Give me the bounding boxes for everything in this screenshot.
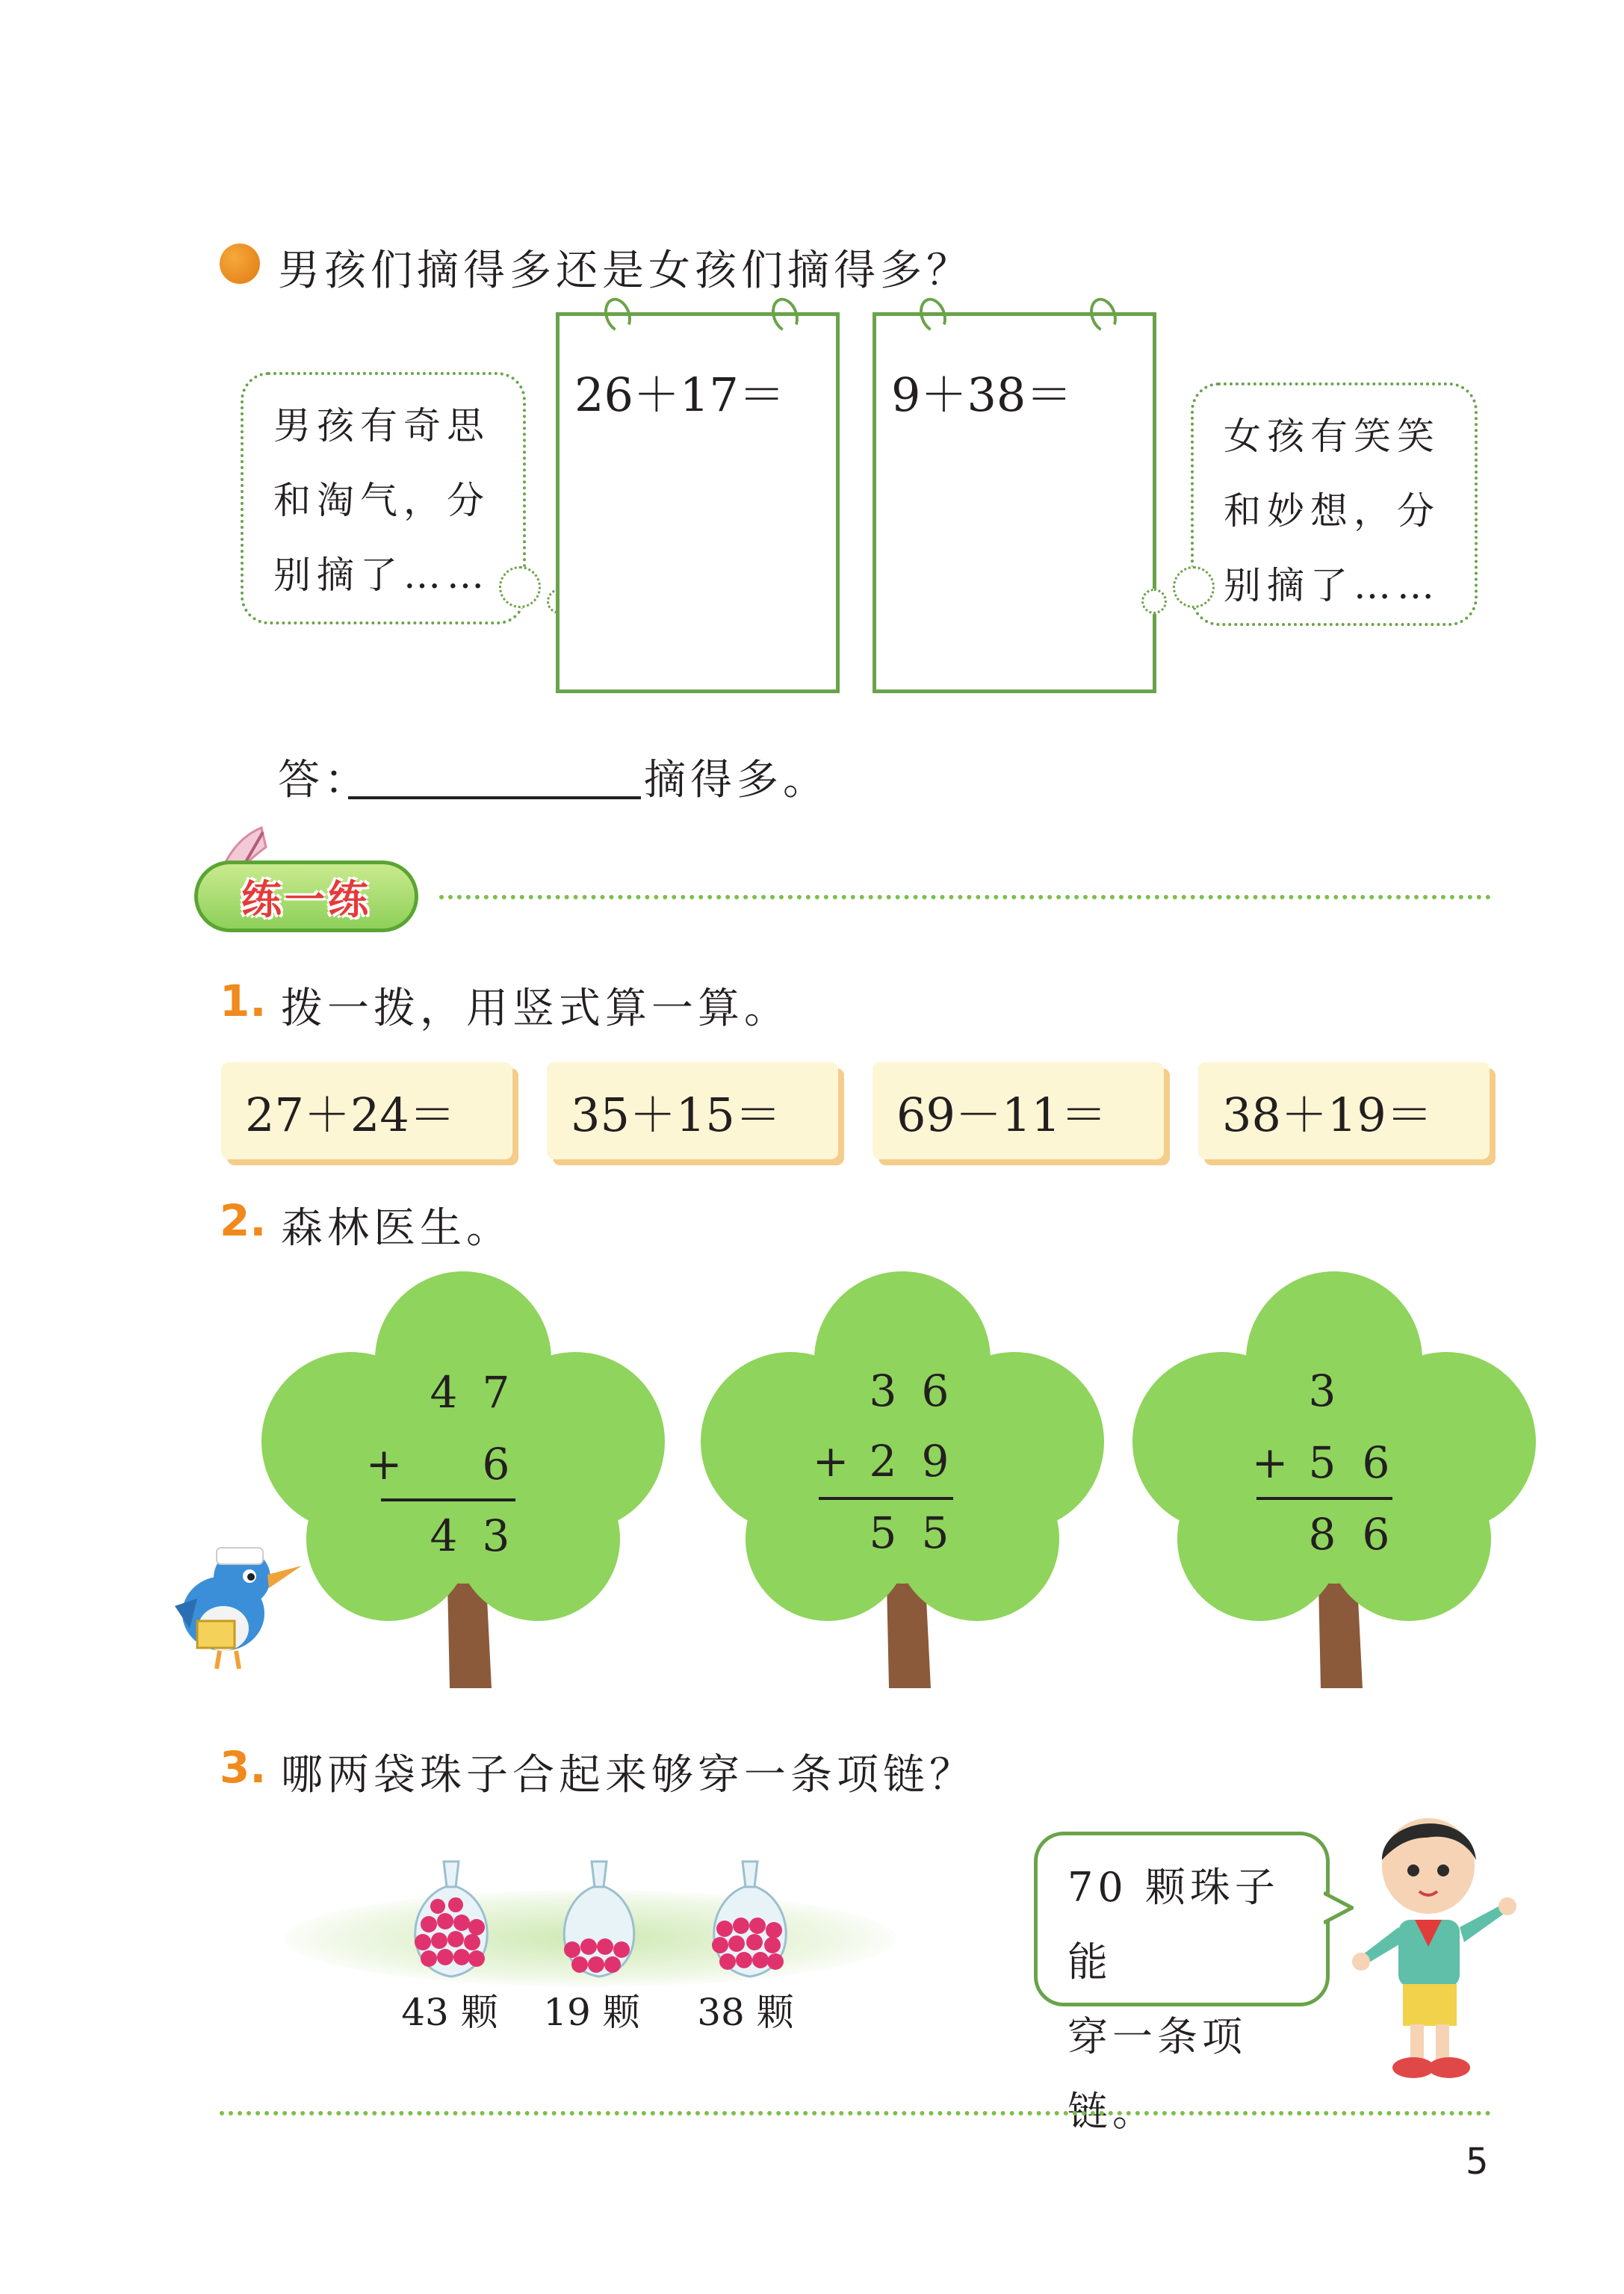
dotted-divider <box>439 895 1491 899</box>
tree-3 <box>1125 1270 1543 1718</box>
boys-speech-bubble <box>241 372 526 624</box>
tree-3-second-ones: 6 <box>1362 1437 1390 1488</box>
boys-bubble-line-1: 男孩有奇思 <box>273 404 490 447</box>
girls-bubble-line-1: 女孩有笑笑 <box>1224 415 1440 458</box>
bubble-tail-circle <box>1173 566 1215 608</box>
tree-1-result-ones: 3 <box>482 1510 510 1561</box>
card-girls-expression: 9＋38＝ <box>891 368 1073 422</box>
tree-2-second-tens: 2 <box>869 1436 897 1487</box>
tree-3-sum-line <box>1256 1497 1392 1500</box>
bead-bag-label-2: 19 颗 <box>543 1991 640 2034</box>
calc-card-girls <box>873 312 1156 693</box>
boy-character-icon <box>1345 1808 1524 2084</box>
problem-box-1: 27＋24＝ <box>221 1062 512 1159</box>
speech-line-2: 穿一条项链。 <box>1067 2013 1247 2135</box>
boys-bubble-line-3: 别摘了…… <box>273 554 490 597</box>
calc-card-boys <box>556 312 840 693</box>
woodpecker-doctor-icon <box>152 1531 309 1673</box>
bead-bag-38-icon <box>698 1857 802 1984</box>
question-3-text: 哪两袋珠子合起来够穿一条项链？ <box>281 1751 976 1799</box>
bubble-tail-circle <box>499 566 541 608</box>
tree-icon <box>693 1270 1112 1718</box>
tree-1-top-ones: 7 <box>482 1367 510 1418</box>
tree-2-result-tens: 5 <box>869 1507 897 1558</box>
tree-3-operator: + <box>1251 1437 1289 1488</box>
tree-icon <box>254 1270 672 1718</box>
tree-icon <box>1125 1270 1543 1718</box>
bead-bag-label-1: 43 颗 <box>401 1991 498 2034</box>
orange-bullet-icon <box>220 244 260 284</box>
answer-prefix: 答： <box>278 756 371 805</box>
question-2-number: 2. <box>220 1195 267 1246</box>
bubble-tail-circle-small <box>1141 589 1167 614</box>
girls-bubble-line-2: 和妙想，分 <box>1224 489 1440 533</box>
problem-box-3: 69－11＝ <box>873 1062 1164 1159</box>
tree-2 <box>693 1270 1112 1718</box>
boy-speech-bubble <box>1034 1832 1330 2135</box>
tree-2-operator: + <box>812 1436 849 1487</box>
practice-banner-label: 练一练 <box>241 875 371 923</box>
tree-1 <box>254 1270 672 1718</box>
question-2-text: 森林医生。 <box>281 1204 512 1253</box>
tree-3-result-tens: 8 <box>1308 1509 1336 1560</box>
bead-bag-19-icon <box>550 1857 647 1984</box>
problem-box-4: 38＋19＝ <box>1198 1062 1490 1159</box>
speech-line-1: 70 颗珠子能 <box>1067 1864 1280 1985</box>
tree-2-sum-line <box>819 1497 953 1500</box>
question-1-number: 1. <box>220 976 267 1026</box>
tree-2-top-tens: 3 <box>869 1365 897 1416</box>
boys-bubble-line-2: 和淘气，分 <box>273 479 490 522</box>
page-number: 5 <box>1466 2141 1489 2183</box>
section1-question: 男孩们摘得多还是女孩们摘得多？ <box>278 247 973 295</box>
answer-blank[interactable] <box>348 796 641 799</box>
girls-bubble-line-3: 别摘了…… <box>1224 564 1440 607</box>
problem-box-2: 35＋15＝ <box>547 1062 838 1159</box>
bead-bag-label-3: 38 颗 <box>697 1991 794 2034</box>
bottom-dotted-divider <box>220 2111 1491 2115</box>
card-boys-expression: 26＋17＝ <box>574 368 785 422</box>
bead-bag-43-icon <box>399 1857 503 1984</box>
tree-3-second-tens: 5 <box>1308 1437 1336 1488</box>
tree-1-top-tens: 4 <box>430 1367 458 1418</box>
question-3-number: 3. <box>220 1742 267 1793</box>
tree-1-operator: + <box>365 1439 403 1489</box>
tree-1-second-ones: 6 <box>482 1439 510 1489</box>
tree-2-result-ones: 5 <box>921 1507 949 1558</box>
tree-2-top-ones: 6 <box>921 1365 949 1416</box>
tree-3-result-ones: 6 <box>1362 1509 1390 1560</box>
answer-suffix: 摘得多。 <box>644 756 829 805</box>
girls-speech-bubble <box>1191 382 1478 626</box>
tree-1-sum-line <box>381 1498 515 1501</box>
tree-2-second-ones: 9 <box>921 1436 949 1487</box>
question-1-text: 拨一拨，用竖式算一算。 <box>281 985 790 1033</box>
tree-3-top-ones: 3 <box>1308 1365 1336 1416</box>
tree-1-result-tens: 4 <box>430 1510 458 1561</box>
practice-banner <box>194 861 418 932</box>
